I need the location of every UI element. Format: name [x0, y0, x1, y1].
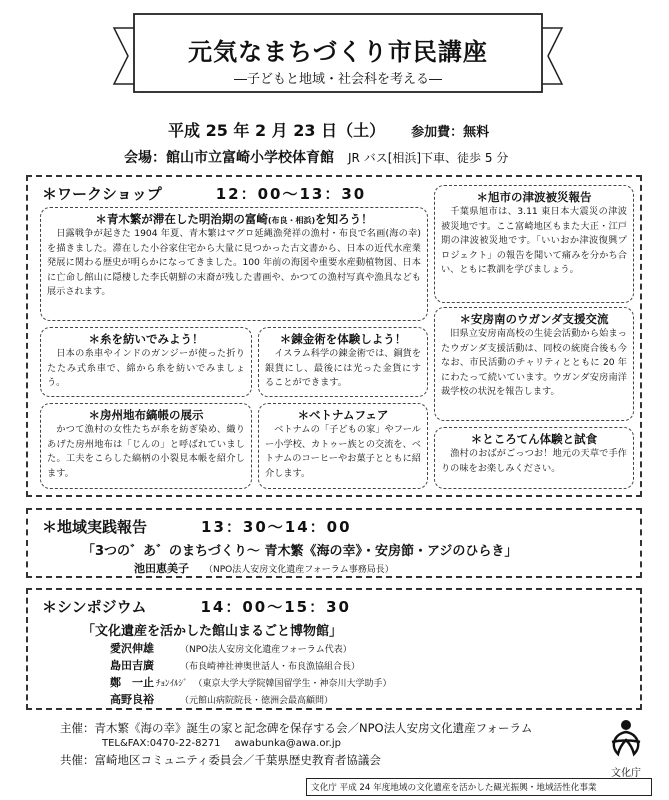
card-title: ＊房州地布縞帳の展示	[88, 408, 204, 422]
event-date-line	[168, 118, 489, 141]
card-body: 漁村のおばがごっつお！地元の天草で手作りの味をお楽しみください。	[441, 448, 627, 474]
funding-notice: 文化庁 平成 24 年度地域の文化遺産を活かした観光振興・地域活性化事業	[306, 778, 652, 796]
title-banner	[112, 8, 564, 96]
panelist-name: 鄭 一止	[110, 676, 154, 689]
panelist-name: 島田吉廣	[110, 659, 154, 672]
speaker-name: 池田恵美子	[134, 562, 189, 575]
symposium-heading	[42, 596, 351, 617]
panelist-name: 愛沢伸雄	[110, 642, 154, 655]
card-asahi-tsunami	[434, 185, 634, 303]
agency-logo	[604, 718, 648, 779]
workshop-heading	[42, 183, 366, 204]
card-body: 千葉県旭市は、3.11 東日本大震災の津波被災地です。ここ富崎地区もまた大正・江戸期の津波被災地です。「いいおか津波復興プロジェクト」の報告を聞いて痛みを分かち合い、ともに教訓を学びましょう。	[441, 206, 627, 275]
card-title: ＊旭市の津波被災報告	[476, 190, 592, 204]
contact-line	[60, 736, 532, 752]
workshop-section	[26, 175, 642, 497]
card-alchemy	[258, 327, 428, 397]
panelist-role: （NPO法人安房文化遺産フォーラム代表）	[180, 645, 352, 655]
card-body: かつて漁村の女性たちが糸を紡ぎ染め、織りあげた房州地布は「じんの」と呼ばれていました。工夫をこらした縞柄の小裂見本帳を紹介します。	[47, 424, 245, 479]
card-vietnam-fair	[258, 403, 428, 489]
card-uganda-support	[434, 307, 634, 421]
panelist-role: （元館山病院院長・徳洲会最高顧問）	[180, 696, 334, 706]
card-body: イスラム科学の錬金術では、銅貨を銀貨にし、最後には光った金貨にすることができます。	[265, 348, 422, 388]
card-title: ＊糸を紡いでみよう！	[88, 332, 204, 346]
panelist-reading: ﾁｮﾝｲﾙｼﾞ	[156, 679, 188, 689]
panelist-role: （布良崎神社神奥世話人・布良漁協組合長）	[180, 662, 361, 672]
panelist-row	[110, 674, 392, 690]
organizer-line: 主催：青木繁《海の幸》誕生の家と記念碑を保存する会／NPO法人安房文化遺産フォーラム	[60, 721, 533, 735]
event-access: JR バス[相浜]下車、徒歩 5 分	[348, 151, 509, 165]
symposium-section	[26, 588, 642, 710]
event-venue-line	[124, 147, 508, 167]
footer-info	[60, 720, 532, 768]
card-aoki-meiji	[40, 207, 428, 321]
card-body: 日露戦争が起きた 1904 年夏、青木繁はマグロ延縄漁発祥の漁村・布良で名画(海の幸)を描きました。滞在した小谷家住宅から大量に見つかった古文書から、日本の近代水産業発展に関わる歴史が明らかになってきました。100 年前の海図や重要水産動植物図、日本に亡命し館山に隠棲した李氏朝鮮の末裔が残した書画や、かつての漁村写真や漁具なども展示されます。	[47, 228, 421, 297]
panelist-row	[110, 691, 333, 707]
panelist-role: （東京大学大学院韓国留学生・神奈川大学助手）	[193, 679, 392, 689]
panelist-row	[110, 640, 352, 656]
symposium-title: 「文化遺産を活かした館山まるごと博物館」	[82, 624, 343, 639]
card-boshu-cloth	[40, 403, 252, 489]
agency-logo-label: 文化庁	[611, 768, 641, 779]
workshop-time: 12：00～13：30	[215, 185, 367, 203]
report-speaker	[134, 560, 394, 576]
card-title: ＊ベトナムフェア	[297, 408, 389, 422]
page-title: 元気なまちづくり市民講座	[188, 38, 488, 66]
agency-emblem-icon	[606, 718, 646, 758]
card-body: 日本の糸車やインドのガンジーが使った折りたたみ式糸車で、綿から糸を紡いでみましょう。	[47, 348, 245, 388]
report-heading-label: ＊地域実践報告	[42, 518, 148, 536]
report-heading	[42, 516, 352, 537]
card-spinning	[40, 327, 252, 397]
card-title	[47, 211, 421, 227]
panelist-name: 高野良裕	[110, 693, 154, 706]
card-title-small: (布良・相浜)	[267, 216, 316, 225]
page-subtitle: ―子どもと地域・社会科を考える―	[233, 72, 442, 87]
contact-email[interactable]: awabunka@awa.or.jp	[234, 738, 341, 749]
contact-tel: TEL&FAX:0470-22-8271	[102, 738, 221, 749]
report-title: 「3つの゛あ゛のまちづくり～ 青木繁《海の幸》・安房節・アジのひらき」	[82, 544, 518, 559]
card-title-end: を知ろう！	[315, 212, 373, 226]
card-body: ベトナムの「子どもの家」やフールー小学校、カトゥー族との交流を、ベトナムのコーヒーやお菓子とともに紹介します。	[265, 424, 421, 479]
card-title: ＊安房南のウガンダ支援交流	[459, 312, 609, 326]
symposium-time: 14：00～15：30	[200, 598, 351, 616]
card-title: ＊ところてん体験と試食	[470, 432, 598, 446]
card-tokoroten	[434, 427, 634, 489]
event-fee: 参加費：無料	[411, 125, 490, 140]
symposium-heading-label: ＊シンポジウム	[42, 598, 147, 616]
report-time: 13：30～14：00	[201, 518, 352, 536]
report-section	[26, 508, 642, 578]
workshop-heading-label: ＊ワークショップ	[42, 185, 162, 203]
card-title-main: ＊青木繁が滞在した明治期の富崎	[95, 212, 268, 226]
event-date: 平成 25 年 2 月 23 日（土）	[168, 121, 386, 140]
speaker-role: （NPO法人安房文化遺産フォーラム事務局長）	[204, 565, 394, 575]
card-title: ＊錬金術を体験しよう！	[279, 332, 407, 346]
panelist-row	[110, 657, 360, 673]
event-venue: 会場：館山市立富崎小学校体育館	[124, 150, 334, 166]
card-body: 旧県立安房南高校の生徒会活動から始まったウガンダ支援活動は、同校の統廃合後も今なお、市民活動のチャリティとともに 20 年にわたって続いています。ウガンダ安房南洋裁学校の状況を報告します。	[441, 328, 627, 397]
cosponsor-line: 共催：富崎地区コミュニティ委員会／千葉県歴史教育者協議会	[60, 753, 381, 767]
